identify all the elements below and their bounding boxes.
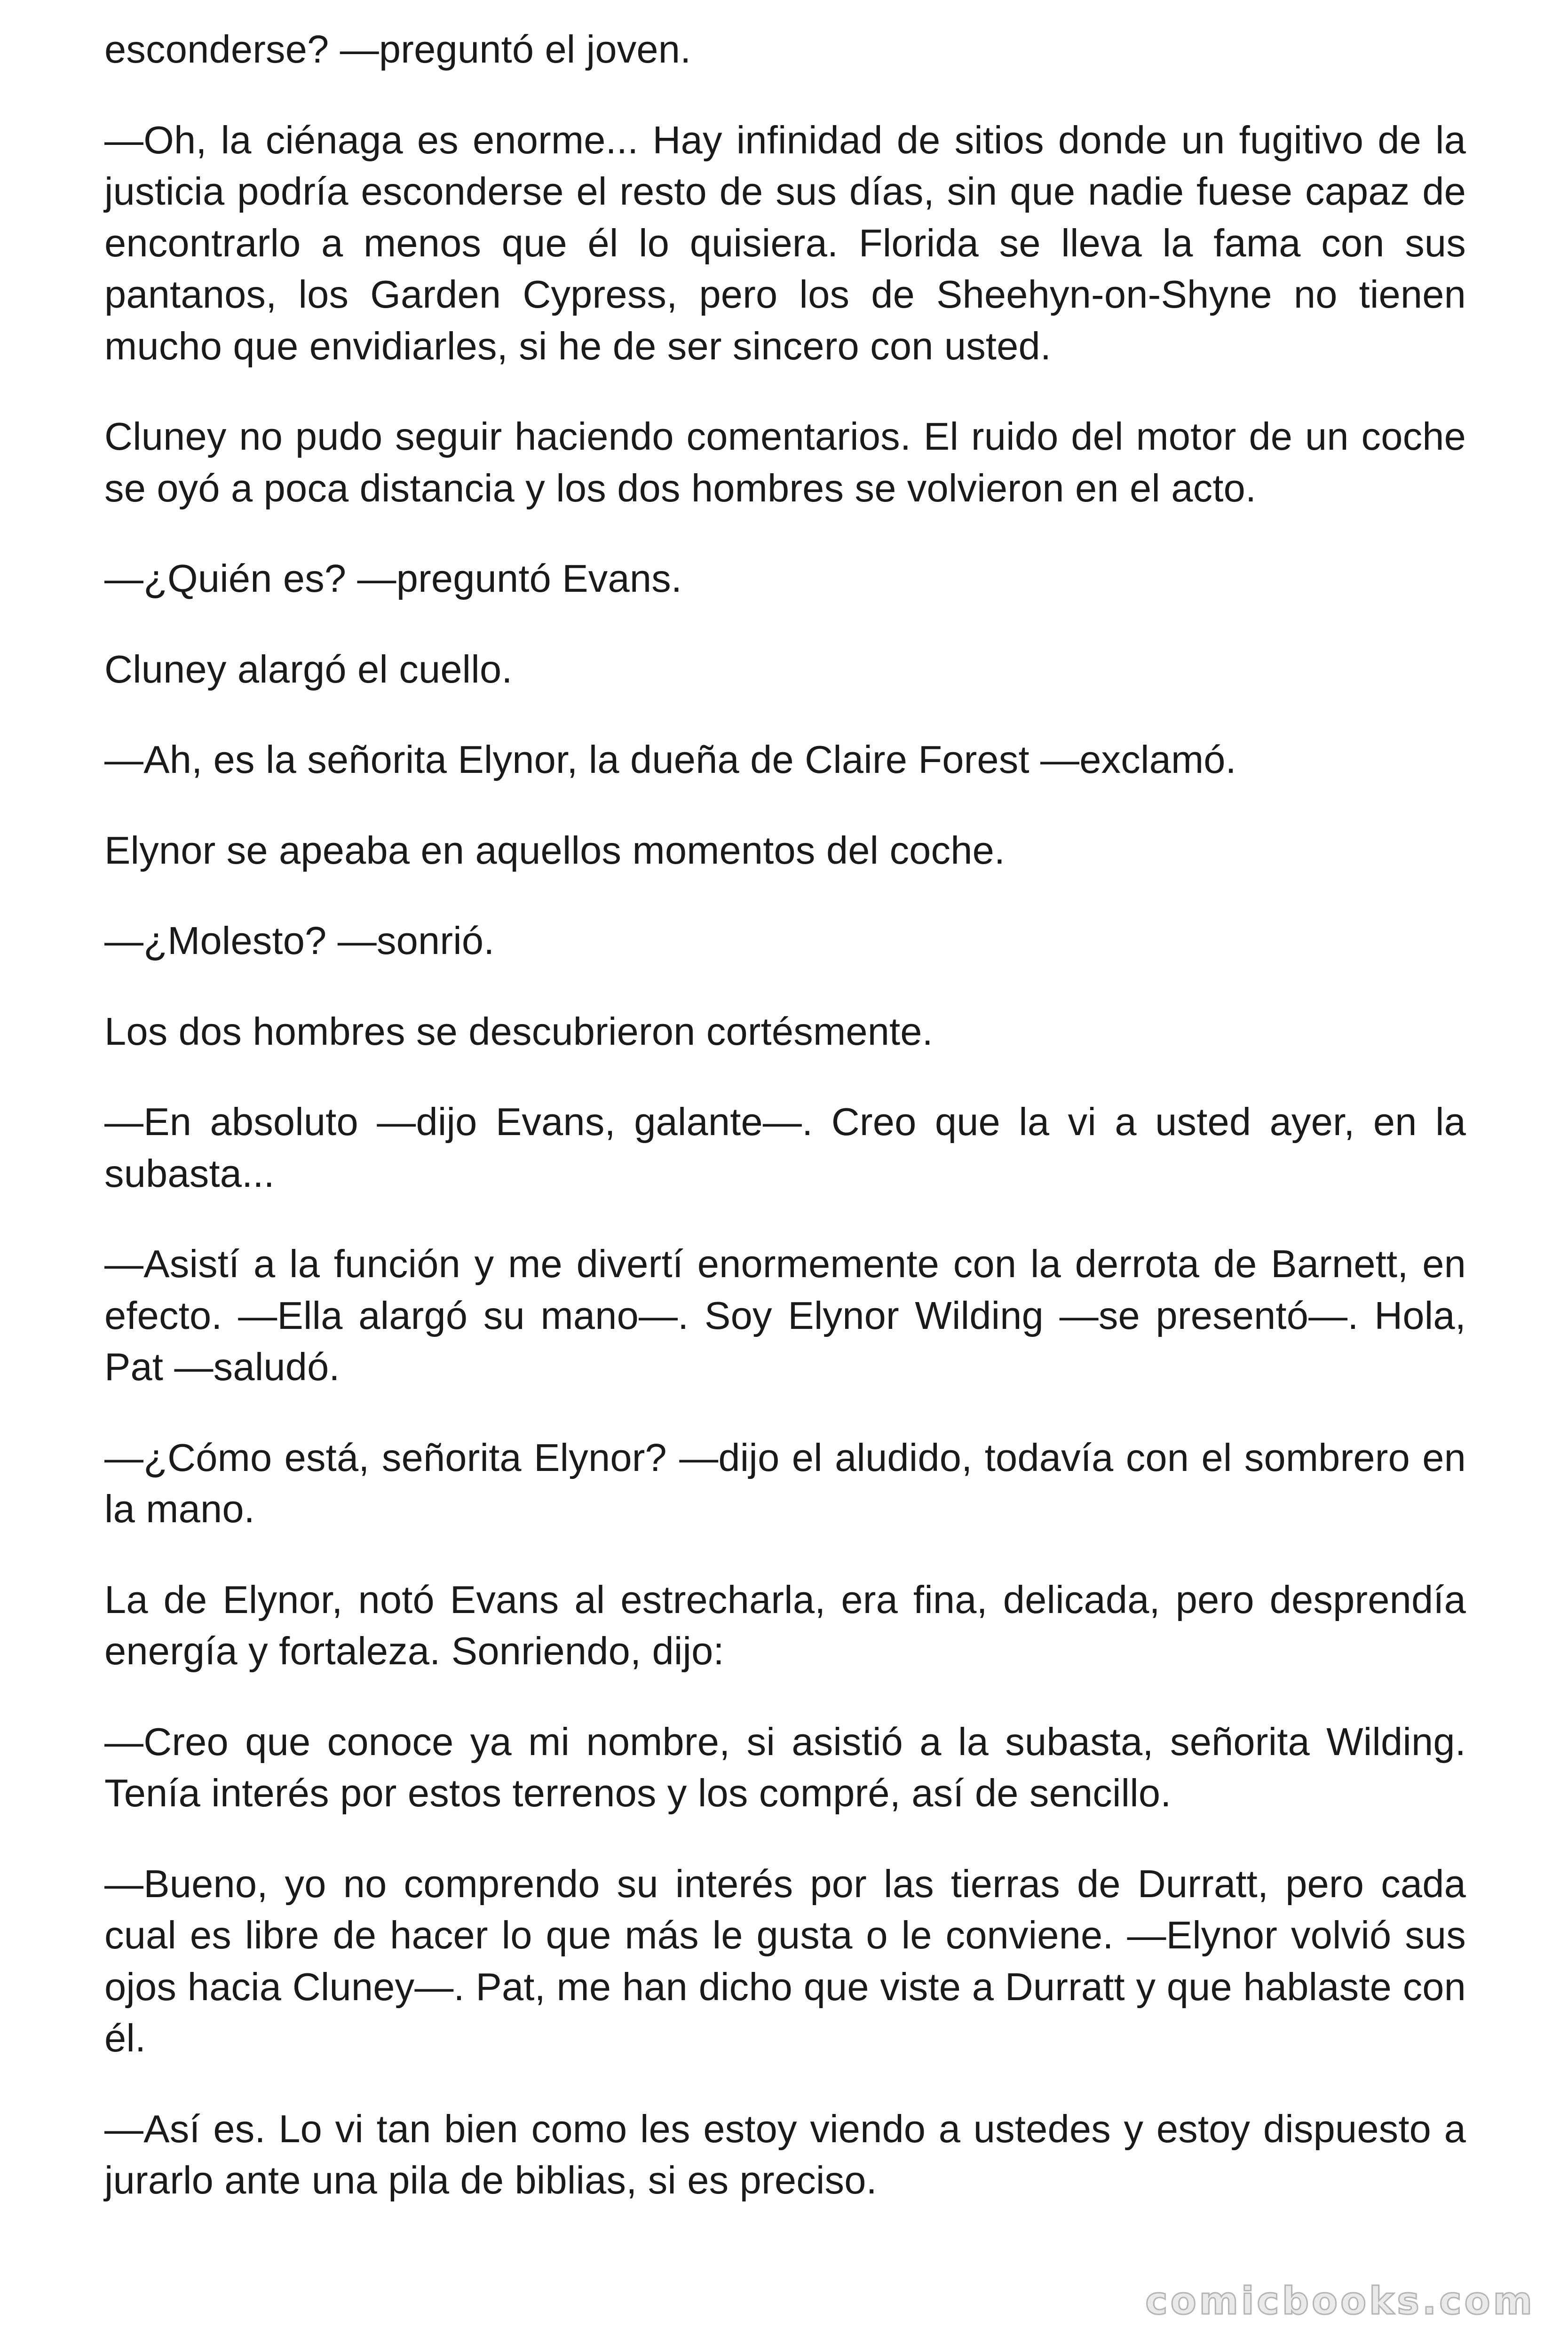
paragraph: Cluney no pudo seguir haciendo comentarios. El ruido del motor de un coche se oyó a poca distancia y los dos hombres se volvieron en el acto. bbox=[104, 414, 1466, 510]
paragraph: —Asistí a la función y me divertí enormemente con la derrota de Barnett, en efecto. —Ella alargó su mano—. Soy Elynor Wilding —se presentó—. Hola, Pat —saludó. bbox=[104, 1242, 1466, 1389]
paragraph: —¿Cómo está, señorita Elynor? —dijo el aludido, todavía con el sombrero en la mano. bbox=[104, 1435, 1466, 1531]
paragraph: —¿Molesto? —sonrió. bbox=[104, 919, 495, 962]
paragraph: —¿Quién es? —preguntó Evans. bbox=[104, 556, 682, 600]
watermark: comicbooks.com bbox=[1145, 2279, 1535, 2323]
paragraph: —Así es. Lo vi tan bien como les estoy viendo a ustedes y estoy dispuesto a jurarlo ante una pila de biblias, si es preciso. bbox=[104, 2106, 1466, 2202]
paragraph: La de Elynor, notó Evans al estrecharla, era fina, delicada, pero desprendía energía y fortaleza. Sonriendo, dijo: bbox=[104, 1577, 1466, 1673]
body-text bbox=[104, 24, 1466, 2206]
paragraph: esconderse? —preguntó el joven. bbox=[104, 27, 691, 71]
paragraph: Cluney alargó el cuello. bbox=[104, 647, 513, 691]
paragraph: —Oh, la ciénaga es enorme... Hay infinidad de sitios donde un fugitivo de la justicia podría esconderse el resto de sus días, sin que nadie fuese capaz de encontrarlo a menos que él lo quisiera. Florida se lleva la fama con sus pantanos, los Garden Cypress, pero los de Sheehyn-on-Shyne no tienen mucho que envidiarles, si he de ser sincero con usted. bbox=[104, 118, 1466, 368]
paragraph: —Bueno, yo no comprendo su interés por las tierras de Durratt, pero cada cual es libre de hacer lo que más le gusta o le conviene. —Elynor volvió sus ojos hacia Cluney—. Pat, me han dicho que viste a Durratt y que hablaste con él. bbox=[104, 1861, 1466, 2060]
paragraph: —Ah, es la señorita Elynor, la dueña de Claire Forest —exclamó. bbox=[104, 738, 1236, 781]
paragraph: Los dos hombres se descubrieron cortésmente. bbox=[104, 1009, 933, 1053]
paragraph: Elynor se apeaba en aquellos momentos del coche. bbox=[104, 828, 1006, 872]
paragraph: —Creo que conoce ya mi nombre, si asistió a la subasta, señorita Wilding. Tenía interés por estos terrenos y los compré, así de sencillo. bbox=[104, 1719, 1466, 1815]
paragraph: —En absoluto —dijo Evans, galante—. Creo que la vi a usted ayer, en la subasta... bbox=[104, 1100, 1466, 1195]
